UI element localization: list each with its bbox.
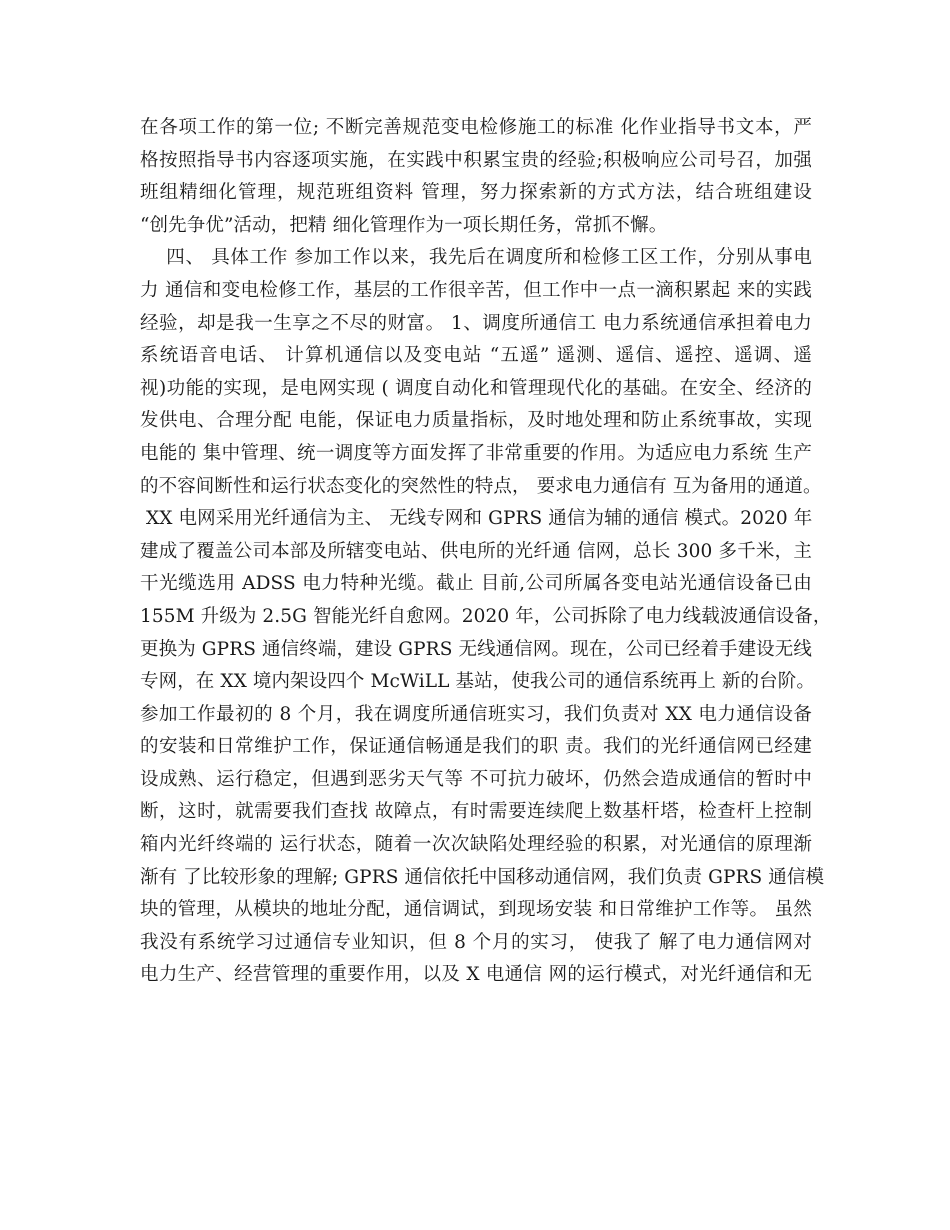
text-line: “创先争优”活动，把精 细化管理作为一项长期任务，常抓不懈。 [140,214,668,236]
text-line: 设成熟、运行稳定，但遇到恶劣天气等 不可抗力破坏，仍然会造成通信的暂时中 [140,768,812,790]
text-line: 力 通信和变电检修工作，基层的工作很辛苦，但工作中一点一滴积累起 来的实践 [140,279,812,301]
text-line: 视)功能的实现，是电网实现 ( 调度自动化和管理现代化的基础。在安全、经济的 [140,377,812,399]
text-line: 电力生产、经营管理的重要作用，以及 X 电通信 网的运行模式，对光纤通信和无 [140,964,812,986]
text-line: 的安装和日常维护工作，保证通信畅通是我们的职 责。我们的光纤通信网已经建 [140,736,812,758]
text-line: 干光缆选用 ADSS 电力特种光缆。截止 目前,公司所属各变电站光通信设备已由 [140,573,812,595]
text-line: 建成了覆盖公司本部及所辖变电站、供电所的光纤通 信网，总长 300 多千米，主 [140,540,812,562]
text-line: 格按照指导书内容逐项实施，在实践中积累宝贵的经验;积极响应公司号召，加强 [140,149,812,171]
text-line: 参加工作最初的 8 个月，我在调度所通信班实习，我们负责对 XX 电力通信设备 [140,703,812,725]
text-line: 断，这时，就需要我们查找 故障点，有时需要连续爬上数基杆塔，检查杆上控制 [140,801,812,823]
text-line: 系统语音电话、 计算机通信以及变电站 “五遥” 遥测、遥信、遥控、遥调、遥 [140,345,812,367]
text-line: 在各项工作的第一位; 不断完善规范变电检修施工的标准 化作业指导书文本，严 [140,117,812,138]
text-line: 155M 升级为 2.5G 智能光纤自愈网。2020 年，公司拆除了电力线载波通信设备， [140,605,832,627]
text-line: 我没有系统学习过通信专业知识，但 8 个月的实习， 使我了 解了电力通信网对 [140,931,812,953]
text-line: 专网，在 XX 境内架设四个 McWiLL 基站，使我公司的通信系统再上 新的台阶。 [140,671,815,693]
text-line: 块的管理，从模块的地址分配，通信调试，到现场安装 和日常维护工作等。 虽然 [140,899,812,921]
text-line: 的不容间断性和运行状态变化的突然性的特点， 要求电力通信有 互为备用的通道。 [140,475,822,497]
text-line: 班组精细化管理，规范班组资料 管理，努力探索新的方式方法，结合班组建设 [140,182,812,204]
text-line: 更换为 GPRS 通信终端，建设 GPRS 无线通信网。现在，公司已经着手建设无线 [140,638,812,660]
body-text [140,112,832,992]
text-line: 发供电、合理分配 电能，保证电力质量指标，及时地处理和防止系统事故，实现 [140,410,812,432]
text-line: 四、 具体工作 参加工作以来，我先后在调度所和检修工区工作，分别从事电 [140,247,812,269]
text-line: XX 电网采用光纤通信为主、 无线专网和 GPRS 通信为辅的通信 模式。2020 年 [140,508,813,530]
text-line: 经验，却是我一生享之不尽的财富。 1、调度所通信工 电力系统通信承担着电力 [140,312,812,334]
text-line: 箱内光纤终端的 运行状态，随着一次次缺陷处理经验的积累，对光通信的原理渐 [140,834,812,856]
text-line: 渐有 了比较形象的理解; GPRS 通信依托中国移动通信网，我们负责 GPRS 通信模 [140,866,825,888]
text-line: 电能的 集中管理、统一调度等方面发挥了非常重要的作用。为适应电力系统 生产 [140,442,812,464]
